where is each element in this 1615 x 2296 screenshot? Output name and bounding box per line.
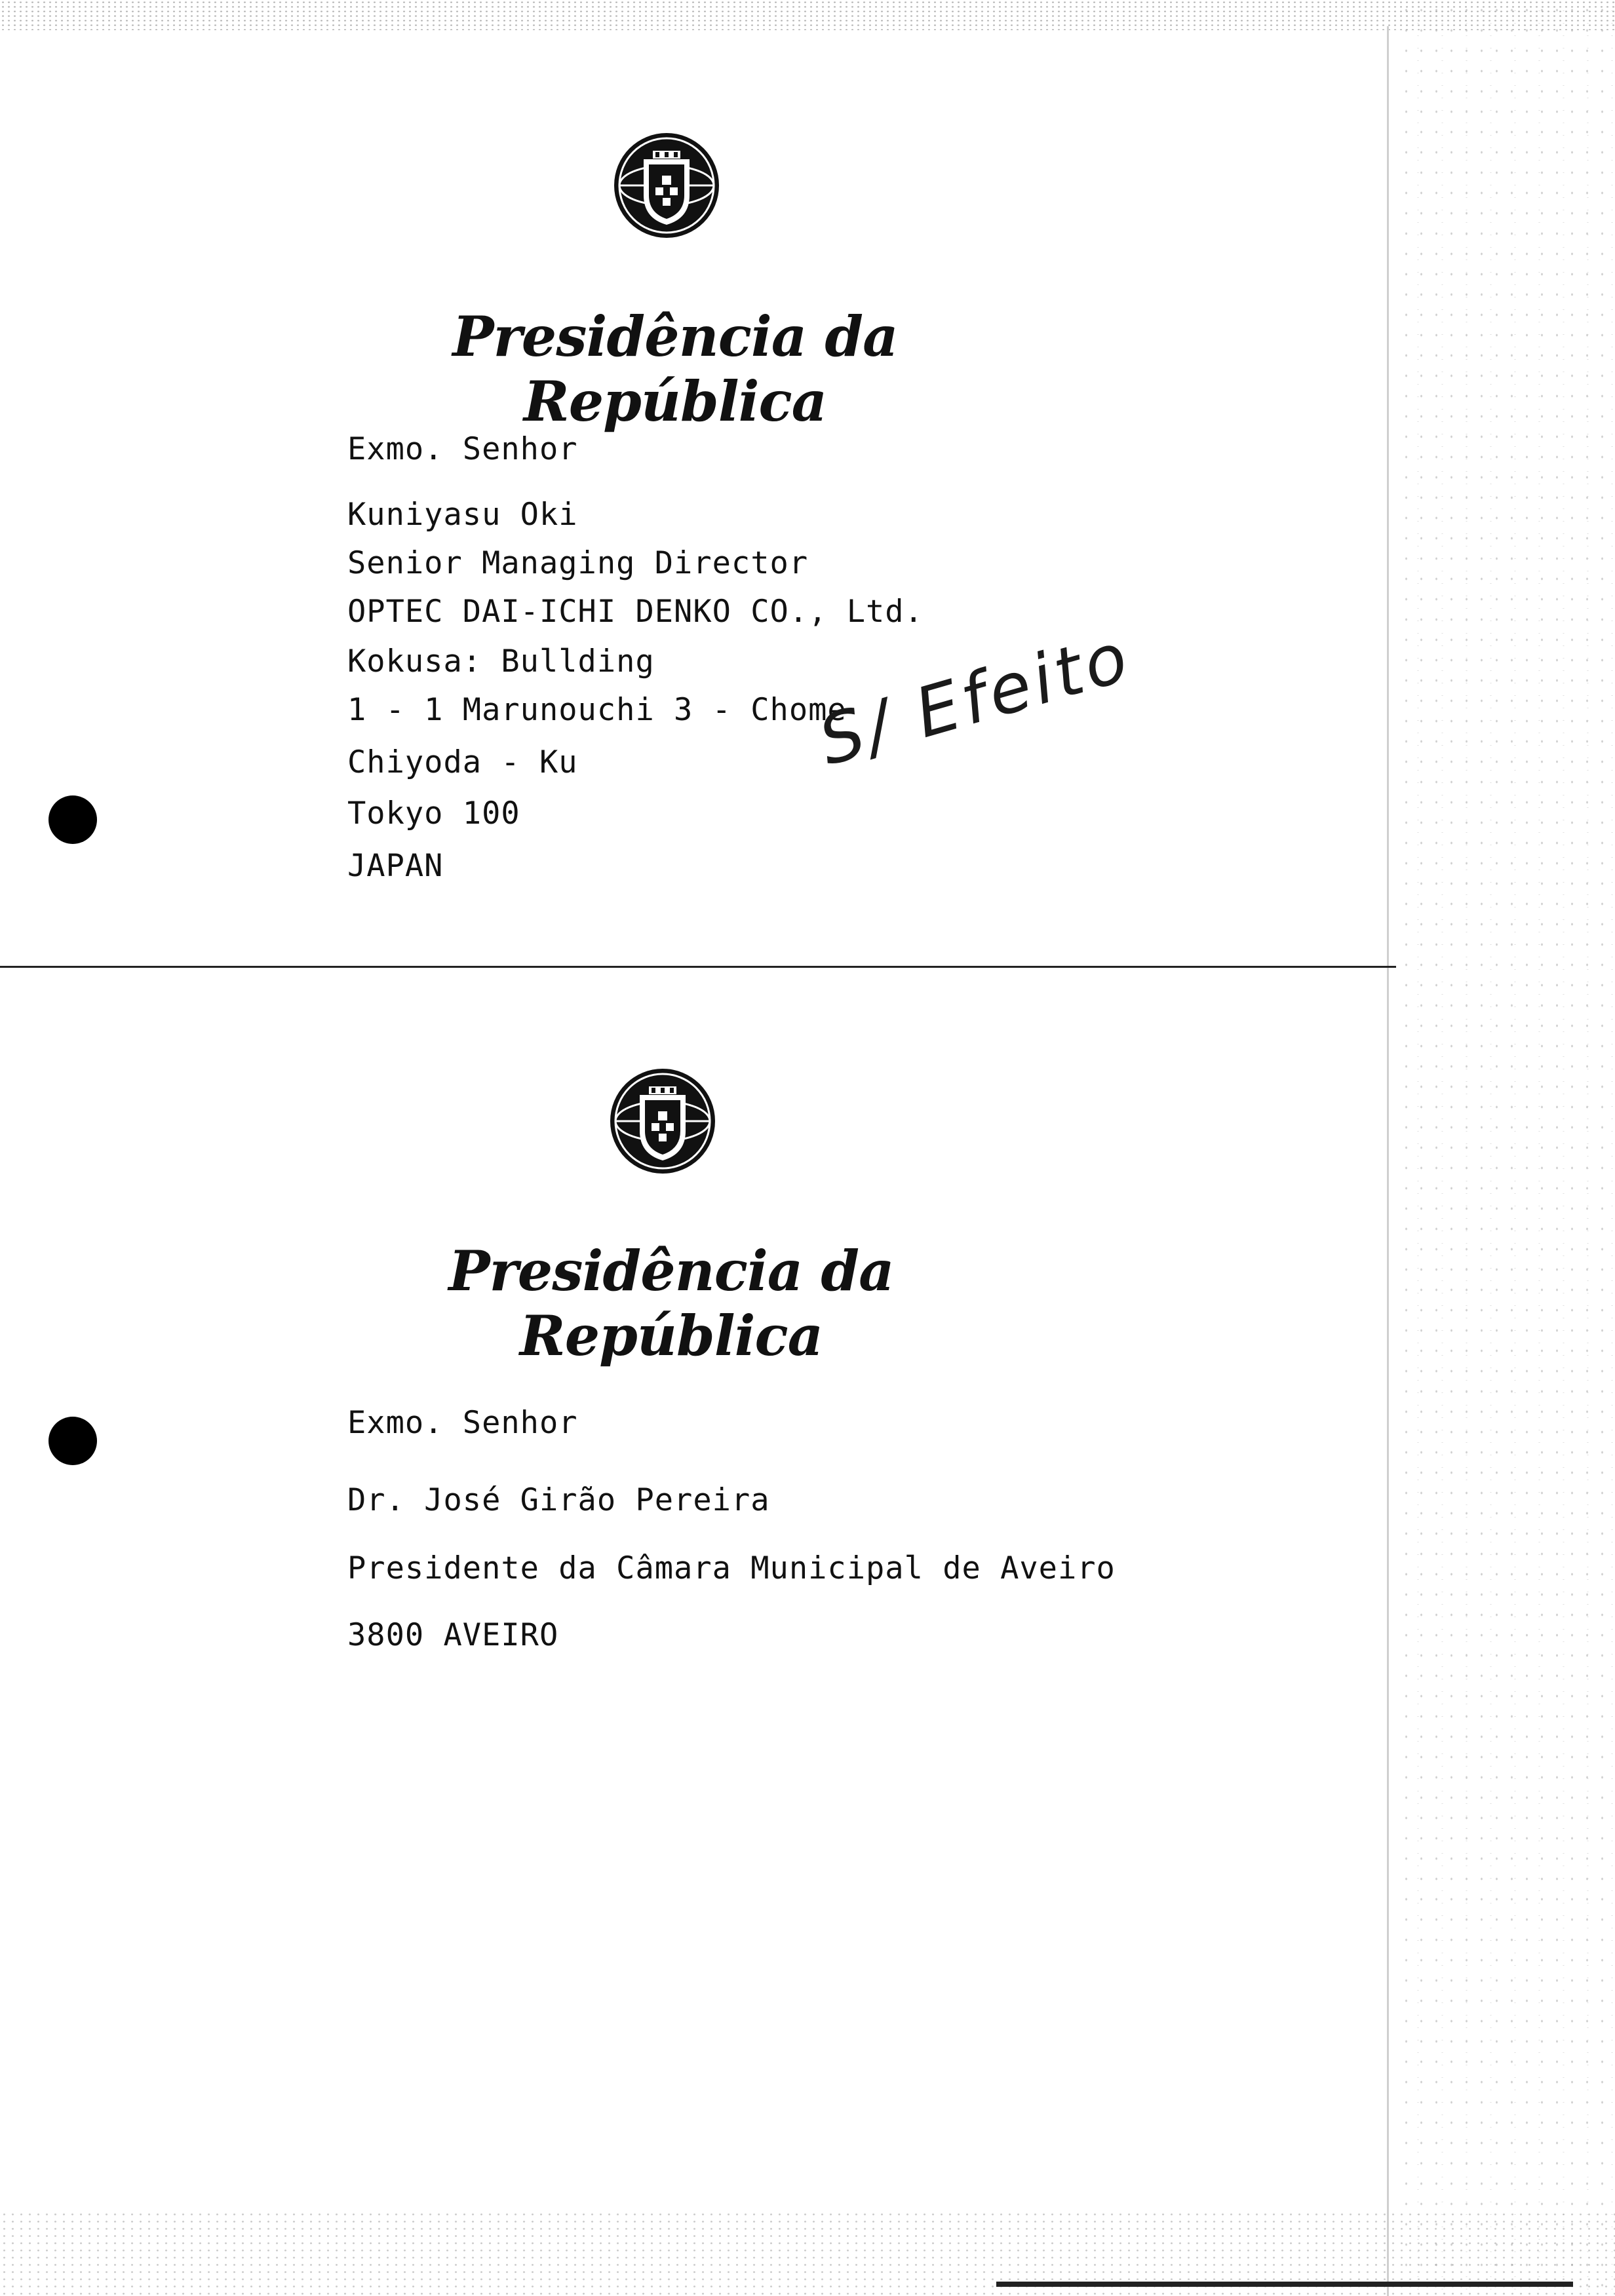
address-line: JAPAN: [347, 848, 444, 884]
coat-of-arms-seal-icon: [611, 130, 722, 241]
coat-of-arms-seal-icon: [607, 1065, 718, 1177]
address-line: 1 - 1 Marunouchi 3 - Chome: [347, 692, 847, 728]
punch-hole-top: [49, 795, 97, 844]
scan-noise-top: [0, 0, 1615, 30]
address-line: Chiyoda - Ku: [347, 744, 578, 780]
address-line: Senior Managing Director: [347, 545, 809, 581]
address-line: Dr. José Girão Pereira: [347, 1482, 770, 1518]
paper-edge-right: [1387, 26, 1389, 2296]
salutation: Exmo. Senhor: [347, 1405, 578, 1441]
address-line: Kokusa: Bullding: [347, 643, 655, 679]
handwritten-note: S/ Efeito: [810, 616, 1140, 781]
address-line: Kuniyasu Oki: [347, 497, 578, 533]
address-line: Presidente da Câmara Municipal de Aveiro: [347, 1550, 1116, 1586]
letterhead-title: Presidência da República: [452, 304, 898, 434]
address-line: OPTEC DAI-ICHI DENKO CO., Ltd.: [347, 594, 924, 630]
address-line: 3800 AVEIRO: [347, 1617, 559, 1653]
letterhead-title: Presidência da República: [448, 1238, 894, 1368]
address-line: Tokyo 100: [347, 795, 520, 832]
punch-hole-bottom: [49, 1417, 97, 1465]
paper-edge-bottom: [996, 2282, 1573, 2287]
scan-noise-right: [1399, 0, 1615, 2296]
separator-line: [0, 966, 1396, 968]
salutation: Exmo. Senhor: [347, 431, 578, 467]
